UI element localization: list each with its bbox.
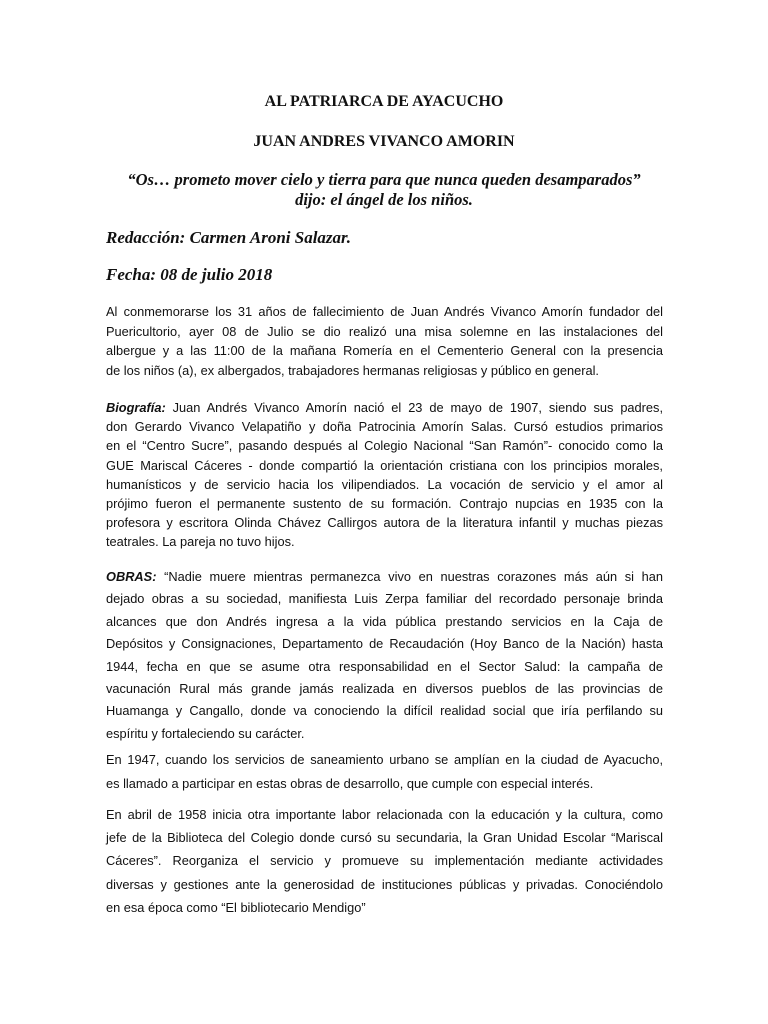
epigraph-quote <box>0 170 768 210</box>
text-line: Depósitos y Consignaciones, Departamento de Recaudación (Hoy Banco de la Nación) hasta <box>106 636 663 652</box>
text-line: Al conmemorarse los 31 años de fallecimiento de Juan Andrés Vivanco Amorín fundador del <box>106 304 663 319</box>
text-line: “Nadie muere mientras permanezca vivo en nuestras corazones más aún si han <box>156 569 663 584</box>
text-line: en esa época como “El bibliotecario Mendigo” <box>106 899 366 915</box>
text-line: albergue y a las 11:00 de la mañana Romería en el Cementerio General con la presencia <box>106 343 663 358</box>
paragraph-intro <box>106 302 663 380</box>
text-line: es llamado a participar en estas obras de desarrollo, que cumple con especial interés. <box>106 775 594 791</box>
document-title: AL PATRIARCA DE AYACUCHO <box>264 93 504 110</box>
quote-line: dijo: el ángel de los niños. <box>295 190 473 209</box>
text-line: espíritu y fortaleciendo su carácter. <box>106 725 305 741</box>
text-line: Juan Andrés Vivanco Amorín nació el 23 de mayo de 1907, siendo sus padres, <box>165 400 663 415</box>
text-line: de los niños (a), ex albergados, trabajadores hermanas religiosas y público en general. <box>106 362 599 378</box>
text-line: humanísticos y de servicio hacia los vilipendiados. La vocación de servicio y el amor al <box>106 476 663 492</box>
document-subtitle: JUAN ANDRES VIVANCO AMORIN <box>253 133 515 150</box>
text-line: dejado obras a su sociedad, manifiesta Luis Zerpa familiar del recordado personaje brinda <box>106 591 663 607</box>
text-line: don Gerardo Vivanco Velapatiño y doña Patrocinia Amorín Salas. Cursó estudios primarios <box>106 419 663 435</box>
author-line: Redacción: Carmen Aroni Salazar. <box>106 228 351 247</box>
text-line: En 1947, cuando los servicios de saneamiento urbano se amplían en la ciudad de Ayacucho, <box>106 752 663 767</box>
text-line: prójimo fueron el permanente sustento de su formación. Contrajo nupcias en 1935 con la <box>106 496 663 512</box>
text-line-lead <box>106 398 663 417</box>
paragraph-1958 <box>106 803 663 919</box>
paragraph-works <box>106 566 663 745</box>
paragraph-lead: Biografía: <box>106 400 166 415</box>
text-line: jefe de la Biblioteca del Colegio donde cursó su secundaria, la Gran Unidad Escolar “Mariscal <box>106 830 663 846</box>
text-line: Cáceres”. Reorganiza el servicio y promueve su implementación mediante actividades <box>106 853 663 869</box>
text-line: diversas y gestiones ante la generosidad de instituciones públicas y privadas. Conociéndolo <box>106 876 663 892</box>
text-line: profesora y escritora Olinda Chávez Callirgos autora de la literatura infantil y muchas piezas <box>106 515 663 531</box>
text-line: GUE Mariscal Cáceres - donde compartió la orientación cristiana con los principios morales, <box>106 457 663 473</box>
text-line: alcances que don Andrés ingresa a la vida pública prestando servicios en la Caja de <box>106 613 663 629</box>
text-line: Puericultorio, ayer 08 de Julio se dio realizó una misa solemne en las instalaciones del <box>106 323 663 339</box>
text-line: vacunación Rural más grande jamás realizada en diversos pueblos de las provincias de <box>106 681 663 697</box>
quote-line: “Os… prometo mover cielo y tierra para que nunca queden desamparados” <box>127 170 641 189</box>
text-line: En abril de 1958 inicia otra importante labor relacionada con la educación y la cultura, como <box>106 807 663 822</box>
paragraph-lead: OBRAS: <box>106 569 157 584</box>
text-line: en el “Centro Sucre”, pasando después al Colegio Nacional “San Ramón”- conocido como la <box>106 438 663 454</box>
paragraph-biography <box>106 398 663 552</box>
date-line: Fecha: 08 de julio 2018 <box>106 265 273 284</box>
paragraph-1947 <box>106 748 663 795</box>
text-line: Huamanga y Cangallo, donde va conociendo la difícil realidad social que iría perfilando su <box>106 703 663 719</box>
text-line: teatrales. La pareja no tuvo hijos. <box>106 534 295 550</box>
text-line: 1944, fecha en que se asume otra responsabilidad en el Sector Salud: la campaña de <box>106 658 663 674</box>
text-line-lead <box>106 566 663 588</box>
